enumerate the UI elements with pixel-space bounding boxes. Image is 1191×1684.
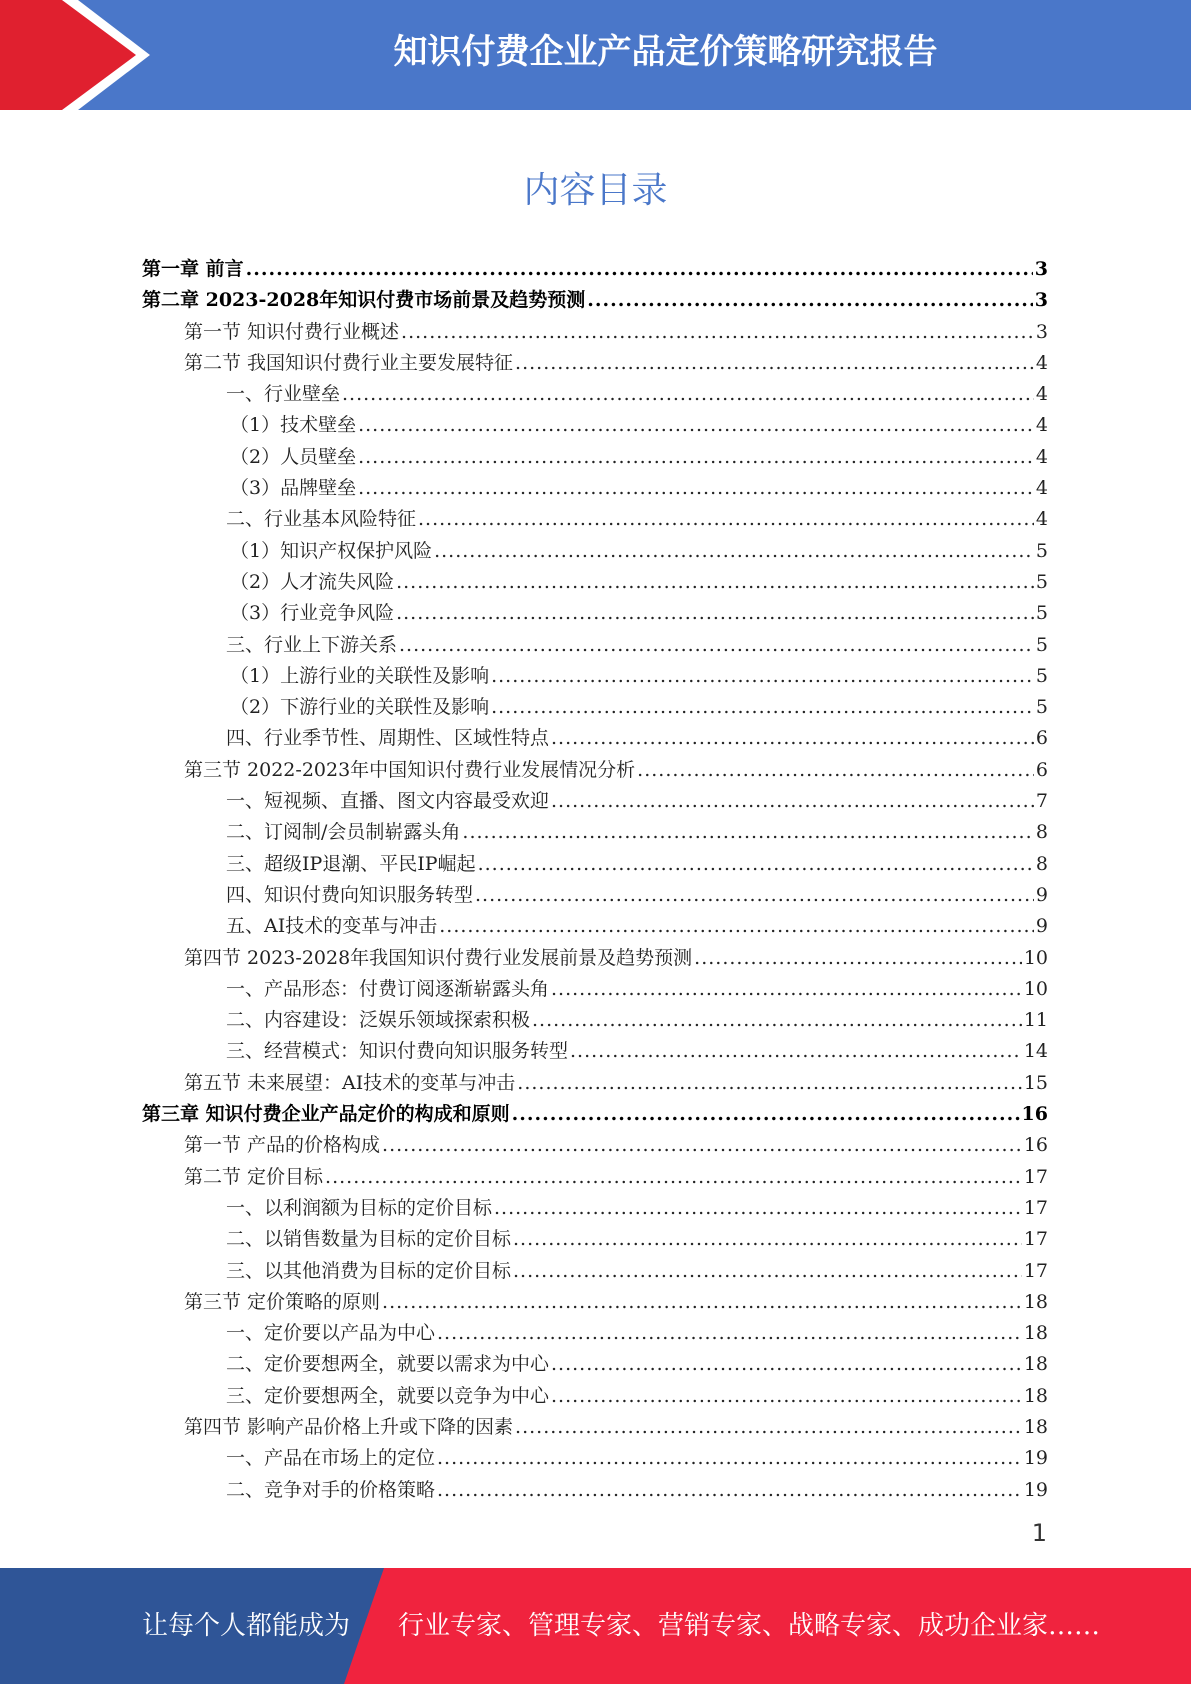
toc-leader-dots (587, 289, 1033, 311)
toc-entry-page: 15 (1023, 1071, 1048, 1094)
toc-entry-title: 二、竞争对手的价格策略 (226, 1478, 436, 1501)
toc-entry-title: （2）下游行业的关联性及影响 (230, 696, 490, 719)
toc-entry-page: 6 (1035, 727, 1048, 750)
toc-entry-page: 14 (1023, 1040, 1048, 1063)
toc-leader-dots (515, 1416, 1022, 1438)
toc-entry[interactable] (142, 692, 1048, 723)
toc-leader-dots (434, 540, 1034, 562)
toc-entry-page: 9 (1035, 915, 1048, 938)
toc-entry-page: 3 (1034, 289, 1048, 312)
toc-entry-page: 4 (1035, 508, 1048, 531)
toc-entry-page: 3 (1034, 258, 1048, 280)
toc-entry-page: 10 (1023, 946, 1048, 969)
toc-entry-title: 第四节 2023-2028年我国知识付费行业发展前景及趋势预测 (184, 946, 693, 969)
toc-entry[interactable] (142, 1068, 1048, 1099)
toc-entry-page: 5 (1035, 696, 1048, 719)
toc-entry[interactable] (142, 1099, 1048, 1130)
toc-entry[interactable] (142, 473, 1048, 504)
toc-leader-dots (491, 696, 1034, 718)
toc-entry[interactable] (142, 442, 1048, 473)
toc-entry-page: 5 (1035, 664, 1048, 687)
toc-entry-page: 18 (1023, 1353, 1048, 1376)
toc-entry-title: （3）行业竞争风险 (230, 602, 395, 625)
toc-entry-page: 4 (1035, 414, 1048, 437)
toc-entry-title: 一、定价要以产品为中心 (226, 1322, 436, 1345)
toc-entry[interactable] (142, 598, 1048, 629)
toc-entry-page: 17 (1023, 1259, 1048, 1282)
toc-leader-dots (512, 1103, 1020, 1125)
toc-entry-page: 18 (1023, 1384, 1048, 1407)
toc-entry[interactable] (142, 1443, 1048, 1474)
toc-leader-dots (439, 915, 1034, 937)
toc-entry-title: （2）人员壁垒 (230, 445, 357, 468)
toc-leader-dots (418, 508, 1034, 530)
toc-entry-title: 四、行业季节性、周期性、区域性特点 (226, 727, 550, 750)
toc-leader-dots (325, 1166, 1022, 1188)
toc-entry[interactable] (142, 1224, 1048, 1255)
toc-entry[interactable] (142, 1036, 1048, 1067)
toc-entry-title: 三、经营模式：知识付费向知识服务转型 (226, 1040, 569, 1063)
toc-entry-title: 一、以利润额为目标的定价目标 (226, 1196, 493, 1219)
toc-leader-dots (246, 258, 1033, 280)
toc-entry-title: 二、定价要想两全，就要以需求为中心 (226, 1353, 550, 1376)
toc-leader-dots (462, 821, 1034, 843)
toc-leader-dots (437, 1447, 1022, 1469)
table-of-contents (142, 254, 1048, 1506)
toc-entry[interactable] (142, 630, 1048, 661)
toc-leader-dots (494, 1197, 1022, 1219)
toc-leader-dots (551, 978, 1022, 1000)
toc-entry-title: 一、行业壁垒 (226, 383, 341, 406)
toc-entry-page: 16 (1021, 1103, 1048, 1126)
toc-entry-page: 4 (1035, 477, 1048, 500)
toc-entry[interactable] (142, 1130, 1048, 1161)
toc-entry-page: 10 (1023, 977, 1048, 1000)
toc-entry-title: （1）知识产权保护风险 (230, 539, 433, 562)
toc-leader-dots (513, 1260, 1022, 1282)
toc-entry-page: 5 (1035, 539, 1048, 562)
toc-leader-dots (570, 1040, 1022, 1062)
toc-entry-title: 二、以销售数量为目标的定价目标 (226, 1228, 512, 1251)
toc-leader-dots (513, 1228, 1022, 1250)
toc-leader-dots (637, 759, 1034, 781)
toc-entry-title: （3）品牌壁垒 (230, 477, 357, 500)
toc-leader-dots (382, 1291, 1022, 1313)
toc-leader-dots (396, 571, 1034, 593)
toc-entry-page: 11 (1023, 1009, 1048, 1032)
footer-banner (0, 1568, 1191, 1684)
toc-entry-page: 16 (1023, 1134, 1048, 1157)
toc-entry-page: 5 (1035, 633, 1048, 656)
toc-entry-title: 第二章 2023-2028年知识付费市场前景及趋势预测 (142, 289, 586, 312)
footer-slogan-right: 行业专家、管理专家、营销专家、战略专家、成功企业家…… (398, 1611, 1101, 1641)
toc-entry-page: 17 (1023, 1196, 1048, 1219)
toc-entry-title: 三、行业上下游关系 (226, 633, 398, 656)
toc-entry-title: 第二节 定价目标 (184, 1165, 324, 1188)
toc-entry[interactable] (142, 1318, 1048, 1349)
toc-leader-dots (401, 321, 1034, 343)
toc-entry-page: 9 (1035, 883, 1048, 906)
toc-leader-dots (358, 414, 1034, 436)
toc-entry[interactable] (142, 943, 1048, 974)
toc-entry-title: 第三章 知识付费企业产品定价的构成和原则 (142, 1103, 510, 1126)
toc-entry-page: 4 (1035, 445, 1048, 468)
toc-entry-title: 第一节 产品的价格构成 (184, 1134, 381, 1157)
toc-leader-dots (517, 1072, 1022, 1094)
toc-leader-dots (382, 1134, 1022, 1156)
toc-leader-dots (491, 665, 1034, 687)
toc-entry[interactable] (142, 1287, 1048, 1318)
toc-entry[interactable] (142, 1162, 1048, 1193)
toc-entry-page: 17 (1023, 1228, 1048, 1251)
toc-entry-title: 三、超级IP退潮、平民IP崛起 (226, 852, 476, 875)
toc-entry-page: 4 (1035, 351, 1048, 374)
toc-leader-dots (551, 790, 1034, 812)
toc-entry-title: 五、AI技术的变革与冲击 (226, 915, 438, 938)
toc-entry[interactable] (142, 1412, 1048, 1443)
toc-entry-title: 一、产品形态：付费订阅逐渐崭露头角 (226, 977, 550, 1000)
toc-entry[interactable] (142, 254, 1048, 285)
toc-entry-page: 18 (1023, 1322, 1048, 1345)
toc-entry-title: 第一章 前言 (142, 258, 244, 280)
toc-heading: 内容目录 (523, 170, 668, 211)
toc-leader-dots (551, 1385, 1022, 1407)
report-title: 知识付费企业产品定价策略研究报告 (393, 32, 938, 72)
toc-entry-title: （2）人才流失风险 (230, 570, 395, 593)
toc-entry[interactable] (142, 1256, 1048, 1287)
toc-entry-title: （1）上游行业的关联性及影响 (230, 664, 490, 687)
toc-entry-page: 18 (1023, 1415, 1048, 1438)
toc-entry-page: 8 (1035, 852, 1048, 875)
toc-entry[interactable] (142, 536, 1048, 567)
toc-leader-dots (694, 947, 1022, 969)
toc-entry[interactable] (142, 974, 1048, 1005)
toc-entry[interactable] (142, 1005, 1048, 1036)
toc-entry-title: 三、定价要想两全，就要以竞争为中心 (226, 1384, 550, 1407)
toc-entry[interactable] (142, 755, 1048, 786)
toc-entry-title: 第三节 2022-2023年中国知识付费行业发展情况分析 (184, 758, 636, 781)
toc-entry-page: 5 (1035, 570, 1048, 593)
toc-entry-page: 4 (1035, 383, 1048, 406)
toc-entry[interactable] (142, 348, 1048, 379)
toc-entry-page: 3 (1035, 320, 1048, 343)
toc-entry[interactable] (142, 379, 1048, 410)
toc-entry-title: 三、以其他消费为目标的定价目标 (226, 1259, 512, 1282)
toc-entry-title: 第一节 知识付费行业概述 (184, 320, 400, 343)
page-number: 1 (1031, 1519, 1047, 1547)
toc-leader-dots (551, 1353, 1022, 1375)
toc-leader-dots (358, 477, 1034, 499)
toc-entry[interactable] (142, 786, 1048, 817)
toc-entry-title: 二、行业基本风险特征 (226, 508, 417, 531)
toc-entry[interactable] (142, 911, 1048, 942)
toc-entry-title: 一、短视频、直播、图文内容最受欢迎 (226, 790, 550, 813)
toc-entry-title: 二、内容建设：泛娱乐领域探索积极 (226, 1009, 531, 1032)
toc-entry[interactable] (142, 1193, 1048, 1224)
toc-leader-dots (551, 727, 1034, 749)
toc-entry[interactable] (142, 661, 1048, 692)
toc-entry[interactable] (142, 817, 1048, 848)
toc-entry-page: 7 (1035, 790, 1048, 813)
toc-entry-title: 第五节 未来展望：AI技术的变革与冲击 (184, 1071, 516, 1094)
toc-entry[interactable] (142, 1475, 1048, 1506)
toc-leader-dots (478, 853, 1034, 875)
toc-entry[interactable] (142, 317, 1048, 348)
toc-entry-title: 四、知识付费向知识服务转型 (226, 883, 474, 906)
toc-leader-dots (532, 1009, 1022, 1031)
footer-slogan-left: 让每个人都能成为 (142, 1611, 351, 1641)
toc-entry-title: 第二节 我国知识付费行业主要发展特征 (184, 351, 514, 374)
toc-entry[interactable] (142, 1381, 1048, 1412)
toc-entry[interactable] (142, 285, 1048, 316)
toc-entry[interactable] (142, 1349, 1048, 1380)
toc-leader-dots (358, 446, 1034, 468)
toc-leader-dots (396, 602, 1034, 624)
toc-leader-dots (437, 1479, 1022, 1501)
toc-leader-dots (399, 634, 1034, 656)
toc-entry[interactable] (142, 880, 1048, 911)
toc-entry-page: 17 (1023, 1165, 1048, 1188)
toc-entry-page: 19 (1023, 1447, 1048, 1470)
toc-entry-title: 第四节 影响产品价格上升或下降的因素 (184, 1415, 514, 1438)
toc-leader-dots (475, 884, 1034, 906)
toc-entry-page: 18 (1023, 1290, 1048, 1313)
toc-entry-title: 一、产品在市场上的定位 (226, 1447, 436, 1470)
toc-leader-dots (515, 352, 1034, 374)
toc-entry-title: 第三节 定价策略的原则 (184, 1290, 381, 1313)
toc-leader-dots (342, 383, 1034, 405)
toc-entry[interactable] (142, 504, 1048, 535)
toc-entry-title: 二、订阅制/会员制崭露头角 (226, 821, 461, 844)
toc-entry[interactable] (142, 567, 1048, 598)
toc-entry-page: 8 (1035, 821, 1048, 844)
toc-entry-page: 6 (1035, 758, 1048, 781)
toc-entry[interactable] (142, 849, 1048, 880)
toc-entry[interactable] (142, 723, 1048, 754)
toc-entry-page: 5 (1035, 602, 1048, 625)
toc-entry[interactable] (142, 410, 1048, 441)
toc-entry-title: （1）技术壁垒 (230, 414, 357, 437)
header-banner (0, 0, 1191, 110)
toc-entry-page: 19 (1023, 1478, 1048, 1501)
toc-leader-dots (437, 1322, 1022, 1344)
